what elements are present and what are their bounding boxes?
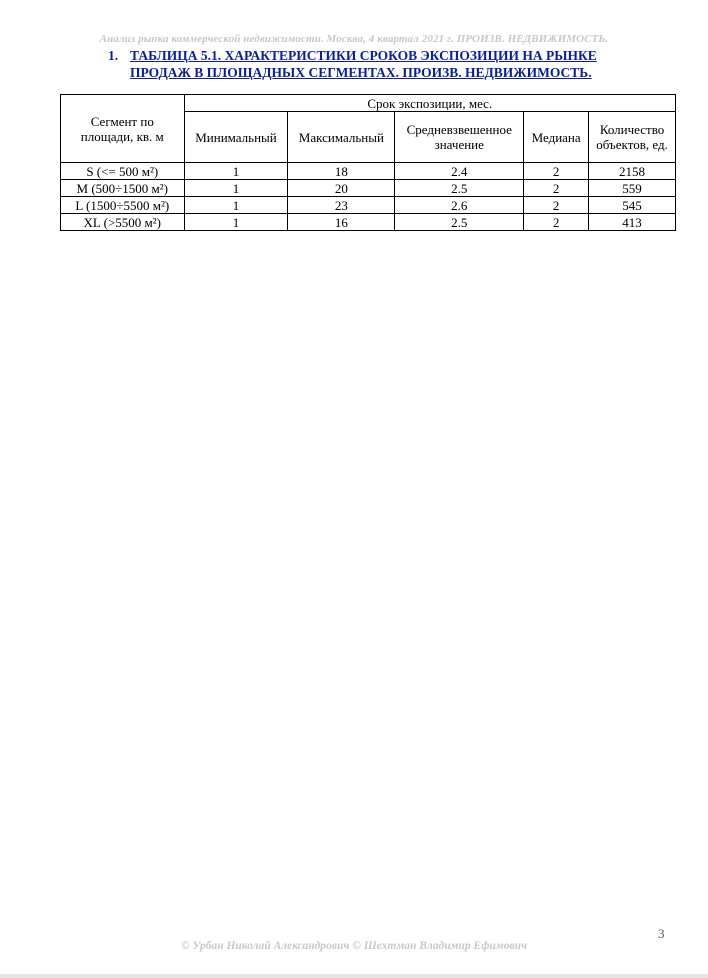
cell-count: 545 bbox=[589, 197, 676, 214]
cell-max: 23 bbox=[288, 197, 395, 214]
exposure-table bbox=[60, 94, 676, 231]
cell-count: 2158 bbox=[589, 163, 676, 180]
cell-median: 2 bbox=[524, 197, 589, 214]
title-number: 1. bbox=[108, 48, 119, 63]
cell-min: 1 bbox=[184, 163, 288, 180]
table-row bbox=[61, 197, 676, 214]
copyright-footer: © Урбан Николай Александрович © Шехтман Владимир Ефимович bbox=[180, 940, 528, 952]
cell-avg: 2.4 bbox=[395, 163, 524, 180]
cell-segment: L (1500÷5500 м²) bbox=[61, 197, 185, 214]
cell-segment: M (500÷1500 м²) bbox=[61, 180, 185, 197]
cell-min: 1 bbox=[184, 180, 288, 197]
cell-min: 1 bbox=[184, 214, 288, 231]
table-row bbox=[61, 163, 676, 180]
title-line-1: ТАБЛИЦА 5.1. ХАРАКТЕРИСТИКИ СРОКОВ ЭКСПОЗИЦИИ НА РЫНКЕ bbox=[130, 48, 597, 63]
col-header-min: Минимальный bbox=[184, 112, 288, 163]
title-line-2: ПРОДАЖ В ПЛОЩАДНЫХ СЕГМЕНТАХ. ПРОИЗВ. НЕДВИЖИМОСТЬ. bbox=[130, 65, 592, 80]
segment-header: Сегмент по площади, кв. м bbox=[61, 95, 185, 163]
page-bottom-edge bbox=[0, 974, 708, 978]
col-header-count: Количество объектов, ед. bbox=[589, 112, 676, 163]
cell-avg: 2.6 bbox=[395, 197, 524, 214]
cell-avg: 2.5 bbox=[395, 214, 524, 231]
cell-max: 16 bbox=[288, 214, 395, 231]
cell-min: 1 bbox=[184, 197, 288, 214]
col-header-max: Максимальный bbox=[288, 112, 395, 163]
cell-avg: 2.5 bbox=[395, 180, 524, 197]
cell-median: 2 bbox=[524, 214, 589, 231]
table-row bbox=[61, 180, 676, 197]
cell-count: 413 bbox=[589, 214, 676, 231]
cell-max: 20 bbox=[288, 180, 395, 197]
exposure-group-header: Срок экспозиции, мес. bbox=[184, 95, 675, 112]
cell-count: 559 bbox=[589, 180, 676, 197]
cell-median: 2 bbox=[524, 180, 589, 197]
title-text bbox=[130, 47, 650, 81]
cell-max: 18 bbox=[288, 163, 395, 180]
table-row bbox=[61, 214, 676, 231]
cell-median: 2 bbox=[524, 163, 589, 180]
col-header-median: Медиана bbox=[524, 112, 589, 163]
col-header-avg: Средневзвешенное значение bbox=[395, 112, 524, 163]
cell-segment: S (<= 500 м²) bbox=[61, 163, 185, 180]
page-number: 3 bbox=[658, 926, 665, 941]
running-header: Анализ рынка коммерческой недвижимости. Москва, 4 квартал 2021 г. ПРОИЗВ. НЕДВИЖИМОСТЬ. bbox=[99, 33, 609, 45]
cell-segment: XL (>5500 м²) bbox=[61, 214, 185, 231]
